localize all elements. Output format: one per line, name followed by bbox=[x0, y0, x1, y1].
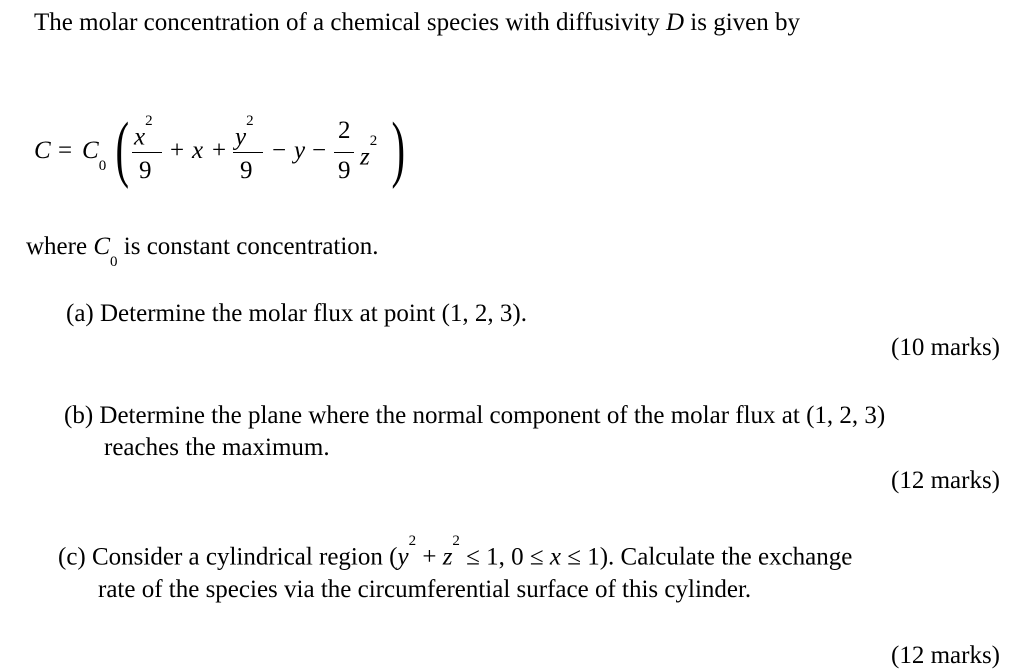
eq-open-paren: ( bbox=[115, 108, 130, 190]
eq-term5-num: 2 bbox=[338, 117, 351, 144]
eq-x: x bbox=[192, 137, 204, 164]
eq-y: y bbox=[294, 137, 306, 164]
where-suffix: is constant concentration. bbox=[117, 233, 379, 260]
eq-term1-den: 9 bbox=[139, 157, 152, 184]
where-c0-sub: 0 bbox=[110, 254, 118, 270]
eq-term3-num: $y^2$ bbox=[235, 113, 254, 151]
eq-c0-base: C bbox=[82, 137, 99, 164]
part-c: (c) Consider a cylindrical region ($y^2 + z^2 \le 1$, 0 ≤ x ≤ 1). Calculate the exchange bbox=[58, 533, 853, 571]
part-a-text: Determine the molar flux at point (1, 2, 3). bbox=[100, 300, 527, 327]
eq-close-paren: ) bbox=[391, 108, 406, 190]
eq-c0-sub: 0 bbox=[98, 158, 107, 174]
part-c-text-suffix: ). Calculate the exchange bbox=[599, 543, 853, 571]
eq-equals: = bbox=[58, 137, 73, 164]
eq-minus2: − bbox=[312, 137, 327, 164]
eq-term5-fraction-bar bbox=[334, 152, 354, 153]
intro-text bbox=[34, 8, 800, 38]
eq-term1-num: $x^2$ bbox=[134, 113, 153, 151]
where-prefix: where bbox=[26, 233, 94, 260]
eq-term1-fraction-bar bbox=[132, 152, 162, 153]
part-a-marks: (10 marks) bbox=[891, 334, 1000, 361]
eq-lhs: C bbox=[34, 137, 51, 164]
part-a-label: (a) bbox=[66, 300, 94, 327]
eq-term3-den: 9 bbox=[240, 157, 253, 184]
part-a bbox=[66, 299, 527, 329]
eq-plus2: + bbox=[212, 137, 227, 164]
part-c-text-line2: rate of the species via the circumferential surface of this cylinder. bbox=[98, 576, 752, 603]
eq-minus1: − bbox=[272, 137, 287, 164]
eq-plus1: + bbox=[170, 137, 185, 164]
eq-term5-den: 9 bbox=[338, 157, 351, 184]
part-b-label: (b) bbox=[64, 402, 94, 429]
where-c0-symbol: C bbox=[93, 233, 111, 260]
part-b bbox=[64, 401, 885, 431]
eq-term3-fraction-bar bbox=[233, 152, 263, 153]
part-b-text-line1: Determine the plane where the normal component of the molar flux at (1, 2, 3) bbox=[99, 402, 886, 429]
eq-c0 bbox=[82, 136, 106, 175]
where-text bbox=[26, 232, 379, 271]
intro-suffix: is given by bbox=[684, 9, 801, 36]
part-b-marks: (12 marks) bbox=[891, 467, 1000, 494]
eq-z-term: $z^2$ bbox=[360, 133, 378, 171]
part-b-text-line2: reaches the maximum. bbox=[104, 434, 330, 461]
part-c-marks: (12 marks) bbox=[891, 642, 1000, 669]
part-c-text-prefix: Consider a cylindrical region ( bbox=[92, 543, 398, 571]
diffusivity-symbol: D bbox=[665, 9, 685, 36]
part-c-label: (c) bbox=[58, 543, 86, 571]
intro-prefix: The molar concentration of a chemical species with diffusivity bbox=[34, 9, 666, 36]
